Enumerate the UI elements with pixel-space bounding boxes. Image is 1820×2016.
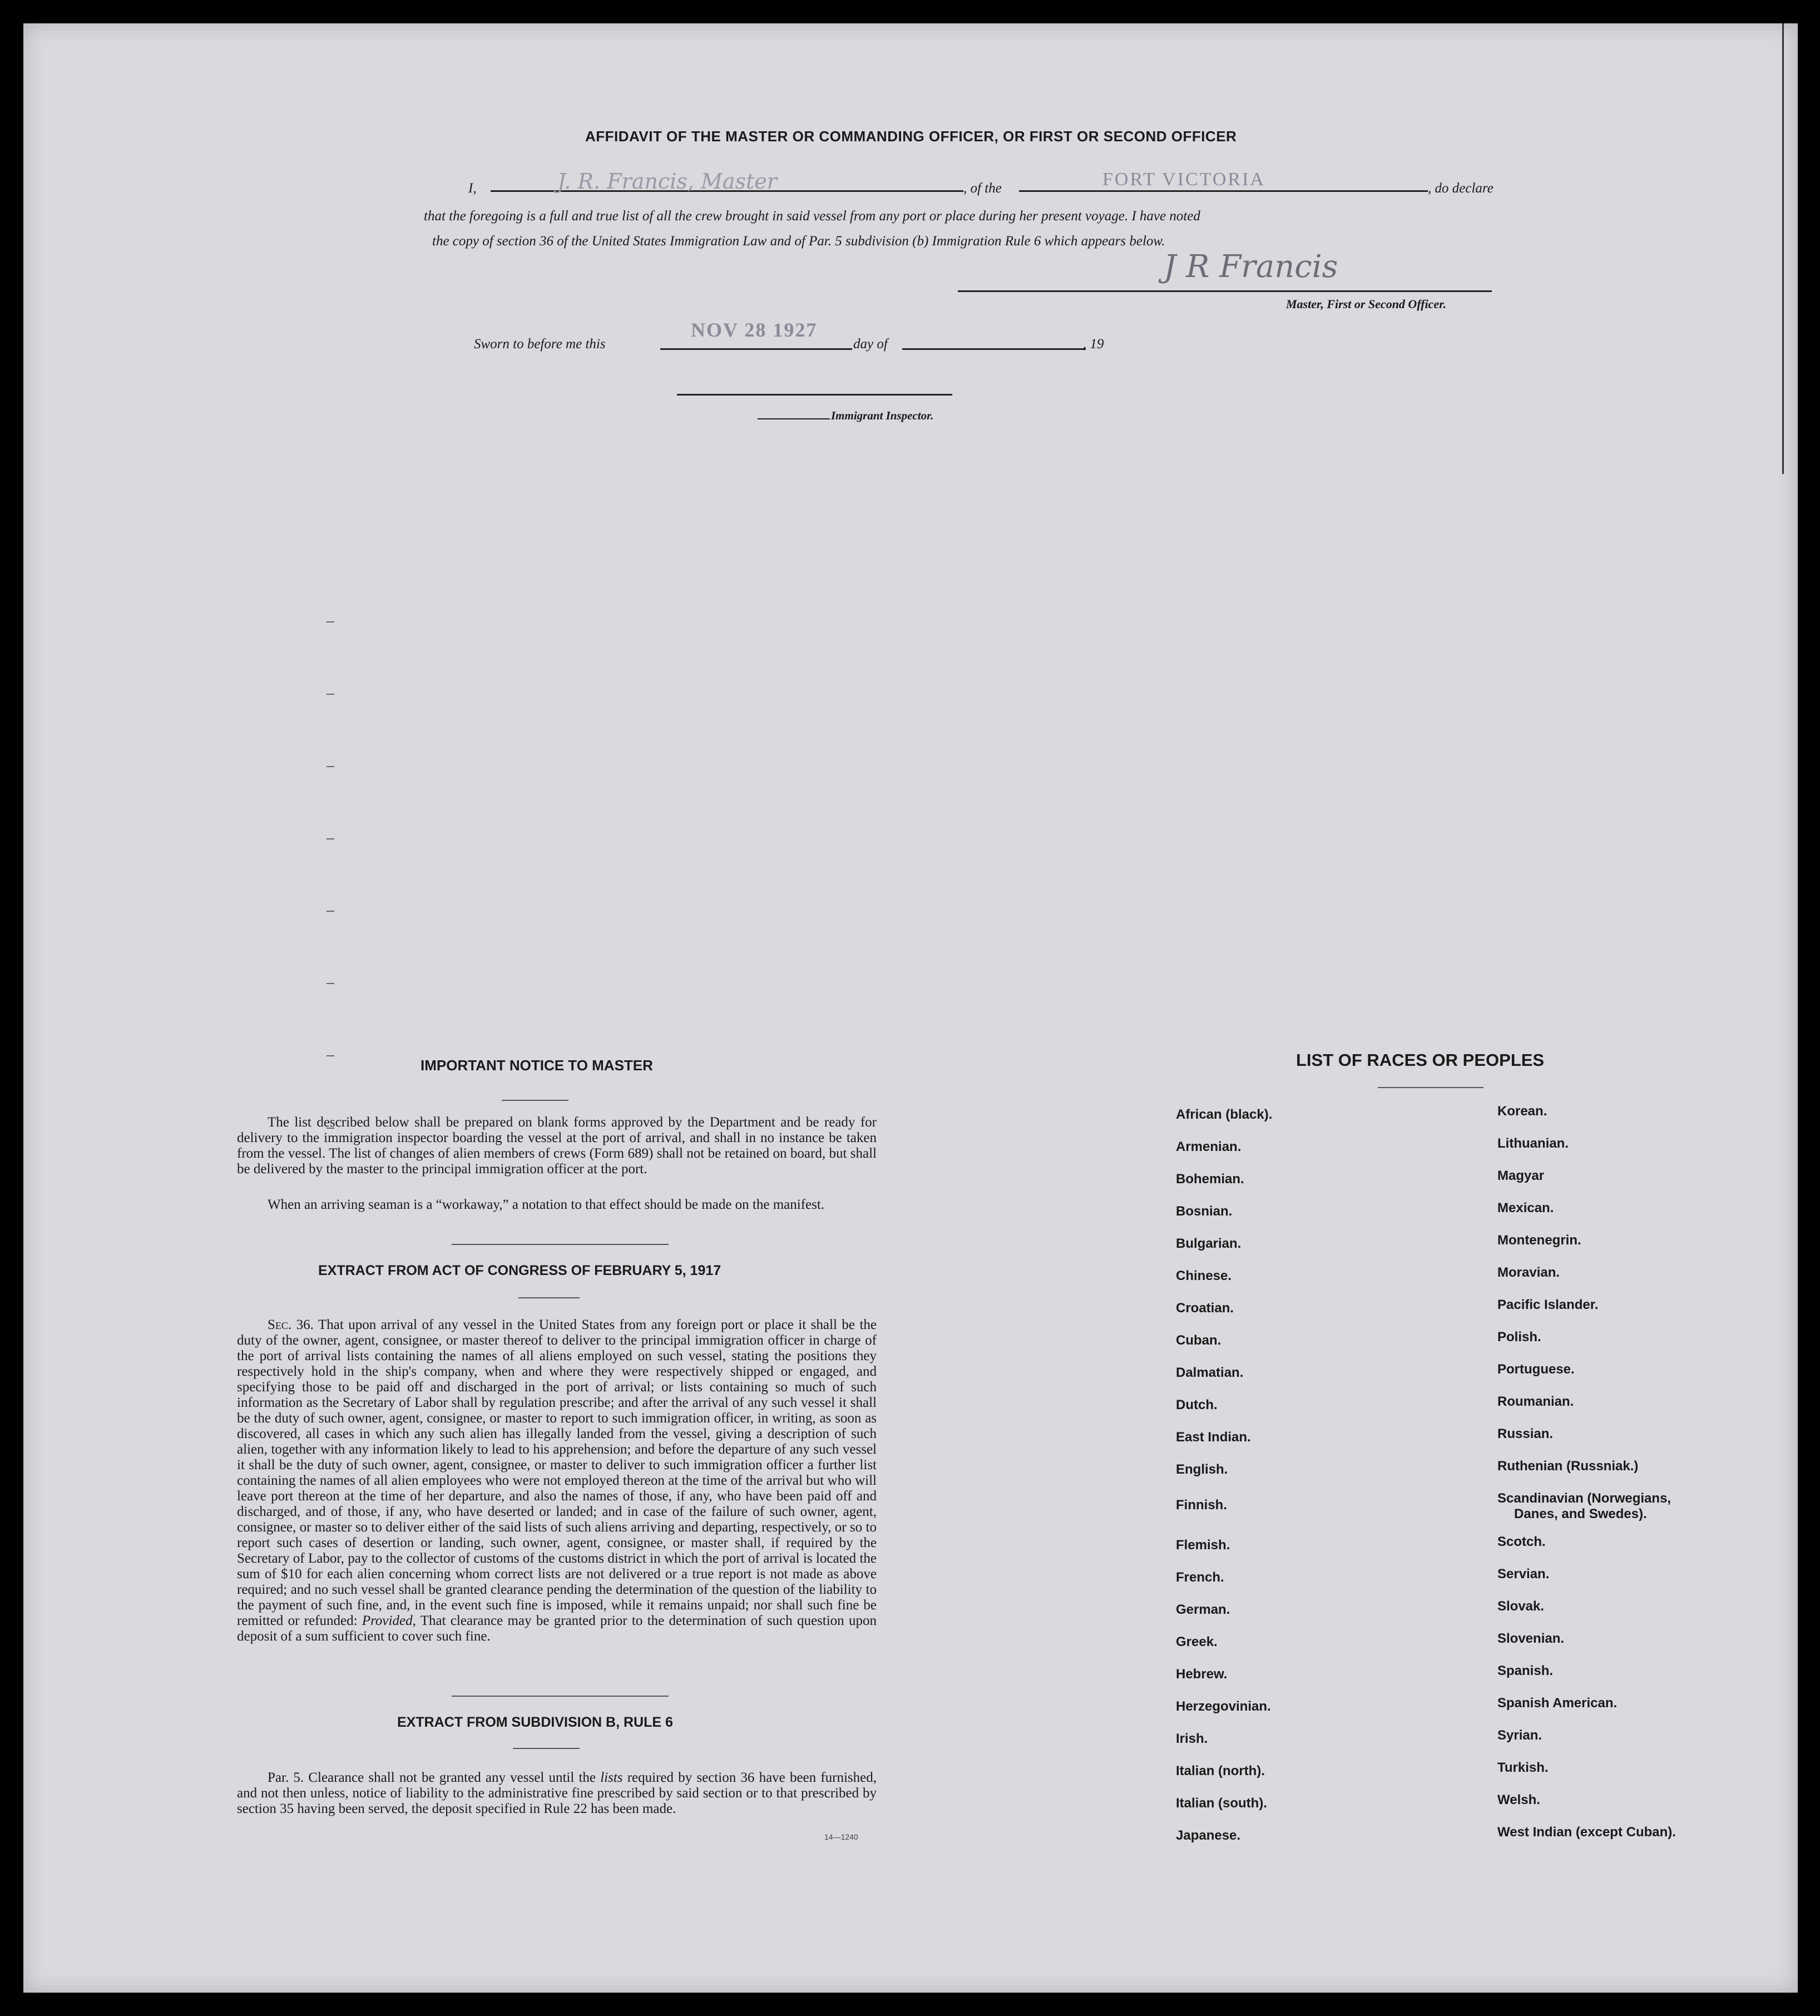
section-36-body: That upon arrival of any vessel in the United States from any foreign port or place it shall be the duty of the owner, agent, consignee, or master thereof to deliver to the principal immigration officer in charge of the port of arrival lists containing the names of all aliens employed on such vessel, stating the positions they respectively hold in the ship's company, when and where they were respectively shipped or engaged, and specifying those to be paid off and discharged in the port of arrival; or lists containing so much of such information as the Secretary of Labor shall by regulation prescribe; and after the arrival of any such vessel it shall be the duty of such owner, agent, consignee, or master to report to such immigration officer, in writing, as soon as discovered, all cases in which any such alien has illegally landed from the vessel, giving a description of such alien, together with any information likely to lead to his apprehension; and before the departure of any such vessel it shall be the duty of such owner, agent, consignee, or master to deliver to such immigration officer a further list containing the names of all alien employees who were not employed thereon at the time of the arrival but who will leave port thereon at the time of her departure, and also the names of those, if any, who have been paid off and discharged, and of those, if any, who have deserted or landed; and in case of the failure of such owner, agent, consignee, or master so to deliver either of the said lists of such aliens arriving and departing, respectively, or so to report such cases of desertion or landing, such owner, agent, consignee, or master shall, if required by the Secretary of Labor, pay to the collector of customs of the customs district in which the port of arrival is located the sum of $10 for each alien concerning whom correct lists are not delivered or a true report is not made as above required; and no such vessel shall be granted clearance pending the determination of the question of the liability to the payment of such fine, and, in the event such fine is imposed, while it remains unpaid; nor shall such fine be remitted or refunded: [237,1317,877,1628]
race-right-item: Mexican. [1497,1200,1554,1215]
race-left-item: Dalmatian. [1176,1365,1244,1380]
vessel-name-typed: FORT VICTORIA [1102,169,1265,190]
race-right-item: Montenegrin. [1497,1233,1581,1248]
race-left-item: Japanese. [1176,1828,1241,1843]
margin-tick [327,766,334,767]
page-edge-line [1782,23,1784,474]
margin-tick [327,983,334,984]
notice-paragraph-2: When an arriving seaman is a “workaway,” a notation to that effect should be made on the manifest. [268,1197,825,1212]
margin-tick [327,694,334,695]
race-left-item: Flemish. [1176,1538,1230,1553]
race-left-item: Italian (north). [1176,1763,1265,1778]
extract-rule-title: EXTRACT FROM SUBDIVISION B, RULE 6 [397,1714,673,1730]
vessel-name-line [1019,190,1428,192]
race-left-item: Finnish. [1176,1498,1227,1513]
race-right-item: Spanish. [1497,1663,1554,1678]
race-left-item: English. [1176,1462,1228,1477]
race-right-item: Roumanian. [1497,1394,1574,1409]
race-right-item: Portuguese. [1497,1362,1575,1377]
race-left-item: Dutch. [1176,1397,1218,1412]
race-right-item: Slovak. [1497,1599,1545,1614]
par-5-start: Par. 5. Clearance shall not be granted any vessel until the [268,1770,596,1785]
day-of-label: day of [853,337,888,352]
inspector-short-line [758,418,830,419]
race-right-item: Polish. [1497,1330,1541,1345]
sworn-label: Sworn to before me this [474,337,606,352]
race-left-item: Croatian. [1176,1301,1234,1316]
affidavit-i-label: I, [468,181,477,196]
margin-tick [327,911,334,912]
par-5-text [237,1770,877,1817]
race-left-item: Greek. [1176,1634,1218,1649]
notice-divider [502,1100,568,1101]
sworn-date-line [660,348,852,350]
race-left-item: Chinese. [1176,1268,1232,1283]
extract-rule-divider [513,1748,580,1749]
notice-title: IMPORTANT NOTICE TO MASTER [421,1057,653,1074]
section-36-text [237,1317,877,1644]
race-right-item: Ruthenian (Russniak.) [1497,1459,1639,1474]
race-right-item: Lithuanian. [1497,1136,1569,1151]
race-right-item: Korean. [1497,1104,1547,1119]
race-left-item: African (black). [1176,1107,1273,1122]
affidavit-title: AFFIDAVIT OF THE MASTER OR COMMANDING OFFICER, OR FIRST OR SECOND OFFICER [585,128,1237,145]
extract-act-divider [518,1297,580,1298]
month-line [902,348,1086,350]
provided-word: Provided, [362,1613,416,1628]
par-5-lists-word: lists [600,1770,623,1785]
race-right-item: Turkish. [1497,1760,1549,1775]
master-name-handwritten: J. R. Francis, Master [557,169,777,194]
race-left-item: Herzegovinian. [1176,1699,1271,1714]
margin-tick [327,838,334,839]
race-right-item: Russian. [1497,1426,1554,1441]
section-36-ending: That clearance may be granted prior to the determination of such question upon deposit of a sum sufficient to cover such fine. [237,1613,877,1644]
margin-tick [327,1055,334,1056]
race-left-item: French. [1176,1570,1224,1585]
notice-paragraph-1: The list described below shall be prepared on blank forms approved by the Department and be ready for delivery to the immigration inspector boarding the vessel at the port of arrival, and shall in no instance be taken from the vessel. The list of changes of alien members of crews (Form 689) shall not be retained on board, but shall be delivered by the master to the principal immigration officer at the port. [237,1115,877,1177]
section-divider [452,1244,669,1245]
year-prefix: , 19 [1083,337,1104,352]
extract-act-title: EXTRACT FROM ACT OF CONGRESS OF FEBRUARY 5, 1917 [318,1263,721,1278]
race-left-item: East Indian. [1176,1430,1251,1445]
par-5-rest: required by section 36 have been furnished, and not then unless, notice of liability to the administrative fine prescribed by said section or to that prescribed by section 35 having been served, the deposit specified in Rule 22 has been made. [237,1770,877,1816]
margin-tick [327,621,334,622]
race-left-item: Hebrew. [1176,1667,1228,1682]
race-left-item: Italian (south). [1176,1796,1267,1811]
race-right-item: Pacific Islander. [1497,1297,1599,1312]
race-right-item: Moravian. [1497,1265,1560,1280]
form-number: 14—1240 [824,1832,858,1841]
race-right-item: Danes, and Swedes). [1514,1506,1647,1521]
race-right-item: West Indian (except Cuban). [1497,1825,1676,1840]
race-left-item: German. [1176,1602,1230,1617]
section-36-label: Sec. 36. [268,1317,314,1332]
do-declare-label: , do declare [1428,181,1493,196]
signature-caption: Master, First or Second Officer. [1286,297,1447,311]
affidavit-line-3: the copy of section 36 of the United States Immigration Law and of Par. 5 subdivision (b) Immigration Rule 6 which appears below. [432,234,1165,249]
race-left-item: Bulgarian. [1176,1236,1242,1251]
race-left-item: Irish. [1176,1731,1208,1746]
inspector-caption: Immigrant Inspector. [831,409,934,422]
affidavit-line-2: that the foregoing is a full and true list of all the crew brought in said vessel from any port or place during her present voyage. I have noted [424,209,1200,224]
race-right-item: Syrian. [1497,1728,1542,1743]
signature-line [958,290,1492,292]
section-divider [452,1696,669,1697]
race-right-item: Spanish American. [1497,1696,1618,1711]
race-left-item: Armenian. [1176,1139,1242,1154]
race-left-item: Bosnian. [1176,1204,1233,1219]
race-left-item: Bohemian. [1176,1172,1244,1187]
master-signature: J R Francis [1164,249,1338,285]
race-right-item: Magyar [1497,1168,1545,1183]
of-the-label: , of the [963,181,1002,196]
sworn-date-stamp: NOV 28 1927 [691,319,818,341]
race-right-item: Scotch. [1497,1534,1546,1549]
races-title: LIST OF RACES OR PEOPLES [1296,1050,1545,1070]
race-right-item: Slovenian. [1497,1631,1565,1646]
document-page [23,23,1798,1993]
race-left-item: Cuban. [1176,1333,1221,1348]
race-right-item: Servian. [1497,1567,1550,1582]
race-right-item: Welsh. [1497,1792,1540,1807]
race-right-item: Scandinavian (Norwegians, [1497,1491,1671,1506]
inspector-signature-line [677,394,952,396]
races-divider [1378,1087,1483,1088]
